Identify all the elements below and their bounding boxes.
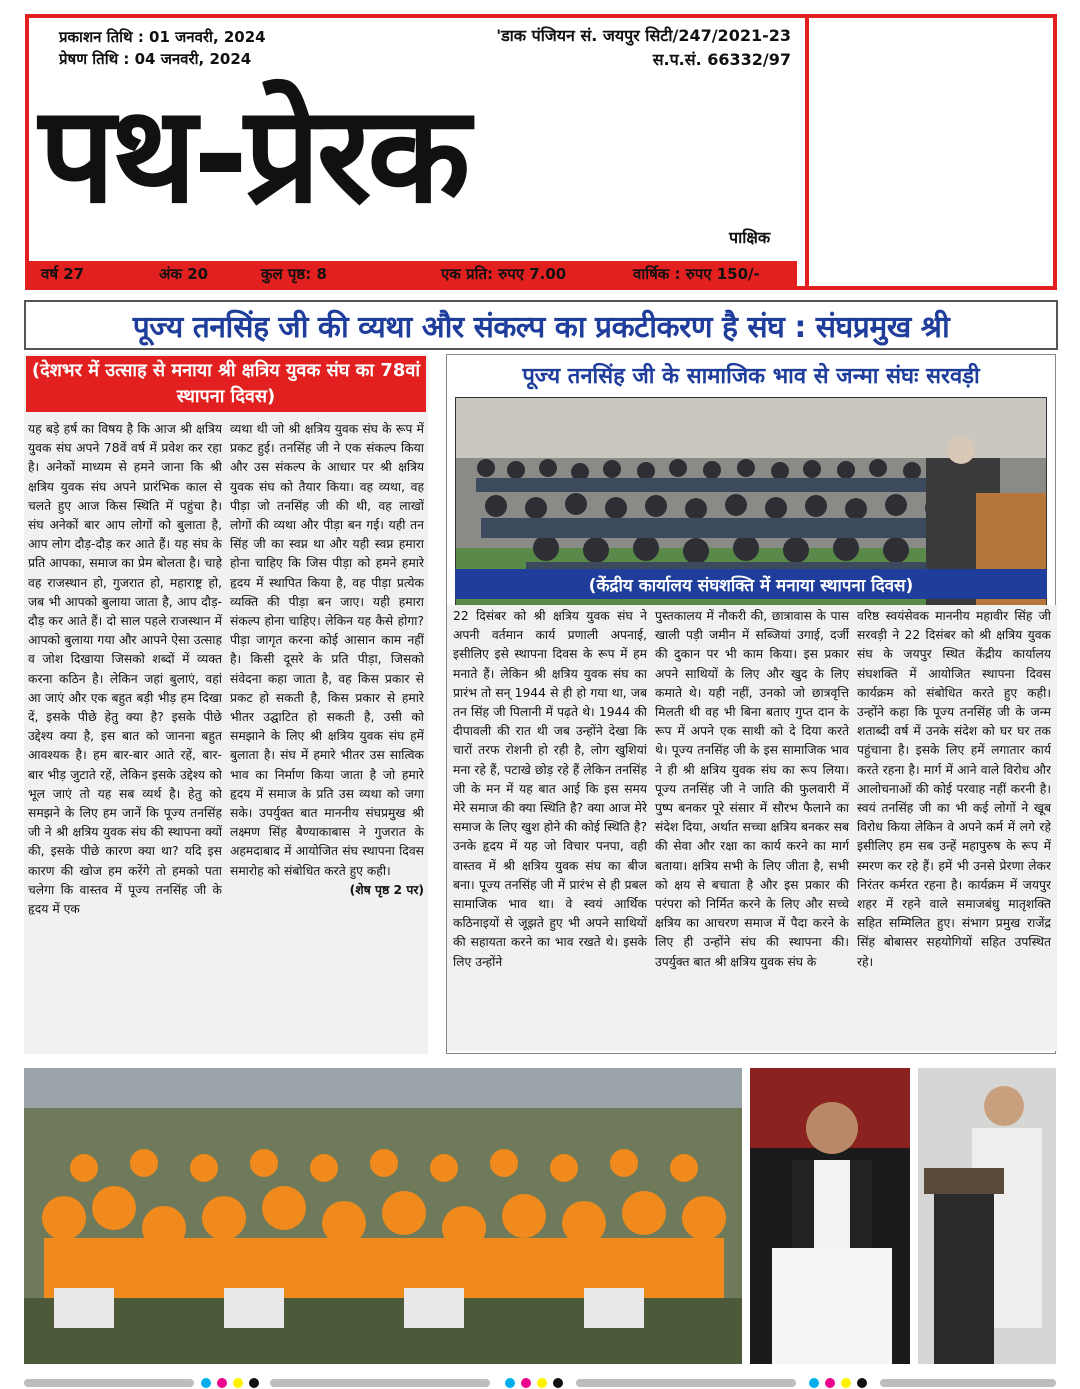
single-copy-price: एक प्रति: रुपए 7.00 [441,265,567,283]
left-story-column-2: व्यथा थी जो श्री क्षत्रिय युवक संघ के रूप में प्रकट हुई। तनसिंह जी ने एक संकल्प किया और उस संकल्प के आधार पर श्री क्षत्रिय युवक संघ को तैयार किया। वह व्यथा, वह पीड़ा जो तनसिंह जी की थी, वह लाखों लोगों की व्यथा और पीड़ा बन गई। यही तन सिंह जी का स्वप्न था और यही स्वप्न हमारा होना चाहिए कि जिस पीड़ा को हमने हमारे हृदय में स्थापित किया है, वह पीड़ा प्रत्येक व्यक्ति की पीड़ा बन जाए। यही हमारा संकल्प होना चाहिए। लेकिन यह कैसे होगा? पीड़ा जागृत करना कोई आसान काम नहीं है। किसी दूसरे के प्रति पीड़ा, जिसको संवेदना कहा जाता है, वह किस प्रकार से प्रकट हो सकती है, किस प्रकार से हमारे भीतर उद्घाटित हो सकती है, उसी को समझाने के लिए श्री क्षत्रिय युवक संघ हमें बुलाता है। संघ में हमारे भीतर उस सात्विक भाव का निर्माण किया जाता है जो हमारे हृदय में समाज के प्रति उस व्यथा को जगा सके। उपर्युक्त बात माननीय संघप्रमुख श्री लक्ष्मण सिंह बैण्याकाबास ने गुजरात के अहमदाबाद में आयोजित संघ स्थापना दिवस समारोह को संबोधित करते हुए कही। (शेष पृष्ठ 2 पर) [230,420,424,1052]
women-audience-photo [24,1068,742,1364]
publication-date: प्रकाशन तिथि : 01 जनवरी, 2024 [59,28,266,46]
total-pages: कुल पृष्ठ: 8 [261,265,327,283]
issue-number: अंक 20 [159,265,209,283]
right-story-column-1: 22 दिसंबर को श्री क्षत्रिय युवक संघ ने अपनी वर्तमान कार्य प्रणाली अपनाई, इसीलिए इसे स्थापना दिवस के रूप में हम मनाते हैं। लेकिन श्री क्षत्रिय युवक संघ का प्रारंभ तो सन् 1944 से ही हो गया था, जब तन सिंह जी पिलानी में पढ़ते थे। 1944 की दीपावली की रात थी जब उन्होंने देखा कि चारों तरफ रोशनी हो रही है, लोग खुशियां मना रहे हैं, पटाखे छोड़ रहे हैं लेकिन तनसिंह जी के मन में यह बात आई कि इस समय मेरे समाज की क्या स्थिति है? क्या आज मेरे समाज के लिए खुश होने की कोई स्थिति है? उनके हृदय में यह जो विचार पनपा, वही वास्तव में श्री क्षत्रिय युवक संघ का बीज बना। पूज्य तनसिंह जी में प्रारंभ से ही प्रबल सामाजिक भाव था। वे स्वयं आर्थिक कठिनाइयों से जूझते हुए भी अपने साथियों की सहायता करने का भाव रखते थे। इसके लिए उन्होंने [453,609,647,969]
left-story-subhead: (देशभर में उत्साह से मनाया श्री क्षत्रिय युवक संघ का 78वां स्थापना दिवस) [26,356,426,412]
annual-price: वार्षिक : रुपए 150/- [633,265,760,283]
frequency-label: पाक्षिक [729,228,771,247]
left-story-column-1: यह बड़े हर्ष का विषय है कि आज श्री क्षत्रिय युवक संघ अपने 78वें वर्ष में प्रवेश कर रहा है। अनेकों माध्यम से हमने जाना कि श्री क्षत्रिय युवक संघ अपने प्रारंभिक काल से चलते हुए आज किस स्थिति में पहुंचा है। संघ अनेकों बार आप लोगों को बुलाता है, आप लोग दौड़-दौड़ कर आते हैं। यह संघ के प्रति आपका, समाज का प्रेम बोलता है। चाहे वह राजस्थान हो, गुजरात हो, महाराष्ट्र हो, जब भी आपको बुलाया जाता है, आप दौड़-दौड़ कर आते हैं। दो साल पहले राजस्थान में आपको बुलाया गया और आपने ऐसा उत्साह व जोश दिखाया जिसको शब्दों में व्यक्त करना कठिन है। लेकिन जहां बुलाएं, वहां आ जाएं और एक बहुत बड़ी भीड़ हम दिखा दें, इसके पीछे हेतु क्या है? इसके पीछे उद्देश्य क्या है, इस बात को जानना बहुत आवश्यक है। हम बार-बार आते रहें, बार-बार भीड़ जुटाते रहें, लेकिन इसके उद्देश्य को भूल जाएं तो यह सब व्यर्थ है। हेतु को समझने के लिए हम जानें कि पूज्य तनसिंह जी ने श्री क्षत्रिय युवक संघ की स्थापना क्यों की, इसके पीछे कारण क्या था? यदि इस कारण की खोज हम करेंगे तो हमको पता चलेगा कि वास्तव में पूज्य तनसिंह जी के हृदय में एक [28,422,222,917]
newspaper-title: पथ-प्रेरक [39,77,467,233]
left-story [24,354,428,1054]
bottom-photo-row [24,1068,1056,1364]
dates-block [59,26,266,70]
info-bar [29,261,797,287]
right-story-heading: पूज्य तनसिंह जी के सामाजिक भाव से जन्मा संघः सरवड़ी [449,355,1053,395]
right-story [446,354,1056,1054]
postal-registration: 'डाक पंजियन सं. जयपुर सिटी/247/2021-23 [496,26,791,45]
bottom-photos [24,1068,1056,1364]
masthead [25,14,1057,290]
registration-number: स.प.सं. 66332/97 [652,50,791,69]
main-headline: पूज्य तनसिंह जी की व्यथा और संकल्प का प्रकटीकरण है संघ : संघप्रमुख श्री [24,300,1058,350]
right-story-column-3: वरिष्ठ स्वयंसेवक माननीय महावीर सिंह जी सरवड़ी ने 22 दिसंबर को श्री क्षत्रिय युवक संघ के जयपुर स्थित केंद्रीय कार्यालय संघशक्ति में आयोजित स्थापना दिवस कार्यक्रम को संबोधित करते हुए कही। उन्होंने कहा कि पूज्य तनसिंह जी के जन्म शताब्दी वर्ष में उनके संदेश को घर घर तक पहुंचाना है। इसके लिए हमें लगातार कार्य करते रहना है। मार्ग में आने वाले विरोध और आलोचनाओं की कोई परवाह नहीं करनी है। स्वयं तनसिंह जी का भी कई लोगों ने खूब विरोध किया लेकिन वे अपने कर्म में लगे रहे इसीलिए हम सब उन्हें महापुरुष के रूप में स्मरण कर रहे हैं। हमें भी उनसे प्रेरणा लेकर निरंतर कर्मरत रहना है। कार्यक्रम में जयपुर शहर में रहने वाले समाजबंधु मातृशक्ति सहित सम्मिलित हुए। संभाग प्रमुख राजेंद्र सिंह बोबासर सहयोगियों सहित उपस्थित रहे। [857,609,1051,969]
printer-marks [24,1377,1056,1389]
continued-note: (शेष पृष्ठ 2 पर) [349,882,424,897]
dispatch-date: प्रेषण तिथि : 04 जनवरी, 2024 [59,50,252,68]
photo-caption: (केंद्रीय कार्यालय संघशक्ति में मनाया स्थापना दिवस) [455,569,1047,599]
speaker-photo-2 [918,1068,1056,1364]
registration-strip [24,1374,1056,1386]
right-story-column-2: पुस्तकालय में नौकरी की, छात्रावास के पास खाली पड़ी जमीन में सब्जियां उगाई, दर्जी की दुकान पर भी काम किया। इस प्रकार अपने साथियों के लिए और खुद के लिए कमाते थे। यही नहीं, उनको जो छात्रवृत्ति मिलती थी वह भी बिना बताए गुप्त दान के रूप में अपने एक साथी को दे दिया करते थे। पूज्य तनसिंह जी के इस सामाजिक भाव ने ही श्री क्षत्रिय युवक संघ का रूप लिया। पूज्य तनसिंह जी ने जाति की फुलवारी में पुष्प बनकर पूरे संसार में सौरभ फैलाने का संदेश दिया, अर्थात सच्चा क्षत्रिय बनकर सब की सेवा और रक्षा का कार्य करने का मार्ग बताया। क्षत्रिय सभी के लिए जीता है, सभी को क्षय से बचाता है और इस प्रकार की परंपरा को निर्मित करने के लिए और सच्चे क्षत्रिय का आचरण समाज में पैदा करने के लिए ही उन्होंने संघ की स्थापना की। उपर्युक्त बात श्री क्षत्रिय युवक संघ के [655,609,849,969]
address-box [805,18,1053,286]
registration-block [461,24,791,72]
volume-year: वर्ष 27 [41,265,85,283]
speaker-photo-1 [750,1068,910,1364]
